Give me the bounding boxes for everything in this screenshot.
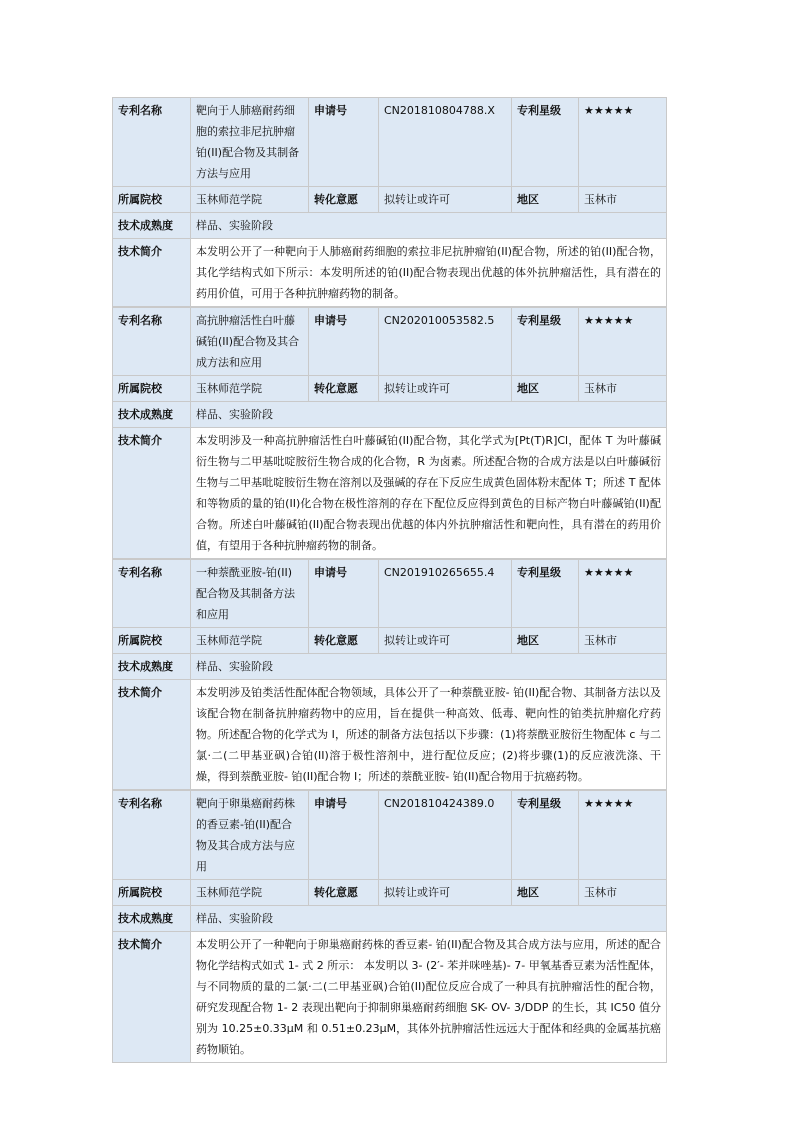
- label-transfer: 转化意愿: [309, 628, 379, 654]
- patent-name: 靶向于人肺癌耐药细胞的索拉非尼抗肿瘤铂(II)配合物及其制备方法与应用: [191, 98, 309, 187]
- row-name: [113, 560, 667, 628]
- label-summary: 技术简介: [113, 239, 191, 307]
- patent-name: 高抗肿瘤活性白叶藤碱铂(II)配合物及其合成方法和应用: [191, 308, 309, 376]
- label-maturity: 技术成熟度: [113, 402, 191, 428]
- label-region: 地区: [512, 376, 579, 402]
- label-maturity: 技术成熟度: [113, 213, 191, 239]
- patent-list: [112, 97, 666, 1063]
- region: 玉林市: [579, 628, 667, 654]
- label-star-rating: 专利星级: [512, 98, 579, 187]
- summary: 本发明公开了一种靶向于卵巢癌耐药株的香豆素- 铂(II)配合物及其合成方法与应用，所述的配合物化学结构式如式 1- 式 2 所示： 本发明以 3- (2′- 苯并咪唑基)- 7- 甲氧基香豆素为活性配体，与不同物质的量的二氯·二(二甲基亚砜)合铂(II)配位反应合成了一种具有抗肿瘤活性的配合物，研究发现配合物 1- 2 表现出靶向于抑制卵巢癌耐药细胞 SK- OV- 3/DDP 的生长，其 IC50 值分别为 10.25±0.33μM 和 0.51±0.23μM，其体外抗肿瘤活性远远大于配体和经典的金属基抗癌药物顺铂。: [191, 932, 667, 1063]
- row-summary: [113, 239, 667, 307]
- label-summary: 技术简介: [113, 680, 191, 790]
- row-summary: [113, 680, 667, 790]
- label-school: 所属院校: [113, 628, 191, 654]
- row-name: [113, 98, 667, 187]
- label-maturity: 技术成熟度: [113, 906, 191, 932]
- label-region: 地区: [512, 187, 579, 213]
- transfer-intent: 拟转让或许可: [379, 187, 512, 213]
- label-school: 所属院校: [113, 187, 191, 213]
- label-app-no: 申请号: [309, 98, 379, 187]
- star-rating: ★★★★★: [579, 308, 667, 376]
- row-summary: [113, 428, 667, 559]
- star-rating: ★★★★★: [579, 560, 667, 628]
- label-maturity: 技术成熟度: [113, 654, 191, 680]
- row-maturity: [113, 654, 667, 680]
- label-app-no: 申请号: [309, 308, 379, 376]
- label-patent-name: 专利名称: [113, 560, 191, 628]
- row-maturity: [113, 402, 667, 428]
- summary: 本发明涉及铂类活性配体配合物领域，具体公开了一种萘酰亚胺- 铂(II)配合物、其制备方法以及该配合物在制备抗肿瘤药物中的应用，旨在提供一种高效、低毒、靶向性的铂类抗肿瘤化疗药物。所述配合物的化学式为 I，所述的制备方法包括以下步骤：(1)将萘酰亚胺衍生物配体 c 与二氯·二(二甲基亚砜)合铂(II)溶于极性溶剂中，进行配位反应；(2)将步骤(1)的反应液洗涤、干燥，得到萘酰亚胺- 铂(II)配合物 I；所述的萘酰亚胺- 铂(II)配合物用于抗癌药物。: [191, 680, 667, 790]
- label-summary: 技术简介: [113, 932, 191, 1063]
- row-summary: [113, 932, 667, 1063]
- maturity: 样品、实验阶段: [191, 402, 667, 428]
- region: 玉林市: [579, 376, 667, 402]
- region: 玉林市: [579, 880, 667, 906]
- label-app-no: 申请号: [309, 791, 379, 880]
- label-star-rating: 专利星级: [512, 308, 579, 376]
- application-number: CN201810424389.0: [379, 791, 512, 880]
- application-number: CN201810804788.X: [379, 98, 512, 187]
- transfer-intent: 拟转让或许可: [379, 376, 512, 402]
- patent-table: [112, 790, 667, 1063]
- label-patent-name: 专利名称: [113, 308, 191, 376]
- label-school: 所属院校: [113, 376, 191, 402]
- row-school: [113, 187, 667, 213]
- maturity: 样品、实验阶段: [191, 213, 667, 239]
- summary: 本发明涉及一种高抗肿瘤活性白叶藤碱铂(II)配合物，其化学式为[Pt(T)R]Cl，配体 T 为叶藤碱衍生物与二甲基吡啶胺衍生物合成的化合物，R 为卤素。所述配合物的合成方法是以白叶藤碱衍生物与二甲基吡啶胺衍生物在溶剂以及强碱的存在下反应生成黄色固体粉末配体 T；所述 T 配体和等物质的量的铂(II)化合物在极性溶剂的存在下配位反应得到黄色的目标产物白叶藤碱铂(II)配合物。所述白叶藤碱铂(II)配合物表现出优越的体内外抗肿瘤活性和靶向性，具有潜在的药用价值，有望用于各种抗肿瘤药物的制备。: [191, 428, 667, 559]
- label-transfer: 转化意愿: [309, 187, 379, 213]
- label-region: 地区: [512, 880, 579, 906]
- label-patent-name: 专利名称: [113, 98, 191, 187]
- label-patent-name: 专利名称: [113, 791, 191, 880]
- label-school: 所属院校: [113, 880, 191, 906]
- label-transfer: 转化意愿: [309, 880, 379, 906]
- school: 玉林师范学院: [191, 880, 309, 906]
- summary: 本发明公开了一种靶向于人肺癌耐药细胞的索拉非尼抗肿瘤铂(II)配合物，所述的铂(II)配合物，其化学结构式如下所示：本发明所述的铂(II)配合物表现出优越的体外抗肿瘤活性，具有潜在的药用价值，可用于各种抗肿瘤药物的制备。: [191, 239, 667, 307]
- row-name: [113, 791, 667, 880]
- row-maturity: [113, 906, 667, 932]
- school: 玉林师范学院: [191, 376, 309, 402]
- school: 玉林师范学院: [191, 187, 309, 213]
- patent-table: [112, 559, 667, 790]
- region: 玉林市: [579, 187, 667, 213]
- label-star-rating: 专利星级: [512, 560, 579, 628]
- patent-table: [112, 307, 667, 559]
- row-school: [113, 376, 667, 402]
- row-school: [113, 880, 667, 906]
- application-number: CN202010053582.5: [379, 308, 512, 376]
- school: 玉林师范学院: [191, 628, 309, 654]
- label-summary: 技术简介: [113, 428, 191, 559]
- transfer-intent: 拟转让或许可: [379, 880, 512, 906]
- patent-table: [112, 97, 667, 307]
- application-number: CN201910265655.4: [379, 560, 512, 628]
- patent-name: 靶向于卵巢癌耐药株的香豆素-铂(II)配合物及其合成方法与应用: [191, 791, 309, 880]
- label-region: 地区: [512, 628, 579, 654]
- row-school: [113, 628, 667, 654]
- row-maturity: [113, 213, 667, 239]
- maturity: 样品、实验阶段: [191, 906, 667, 932]
- label-star-rating: 专利星级: [512, 791, 579, 880]
- row-name: [113, 308, 667, 376]
- star-rating: ★★★★★: [579, 791, 667, 880]
- transfer-intent: 拟转让或许可: [379, 628, 512, 654]
- patent-name: 一种萘酰亚胺-铂(II)配合物及其制备方法和应用: [191, 560, 309, 628]
- label-transfer: 转化意愿: [309, 376, 379, 402]
- maturity: 样品、实验阶段: [191, 654, 667, 680]
- star-rating: ★★★★★: [579, 98, 667, 187]
- label-app-no: 申请号: [309, 560, 379, 628]
